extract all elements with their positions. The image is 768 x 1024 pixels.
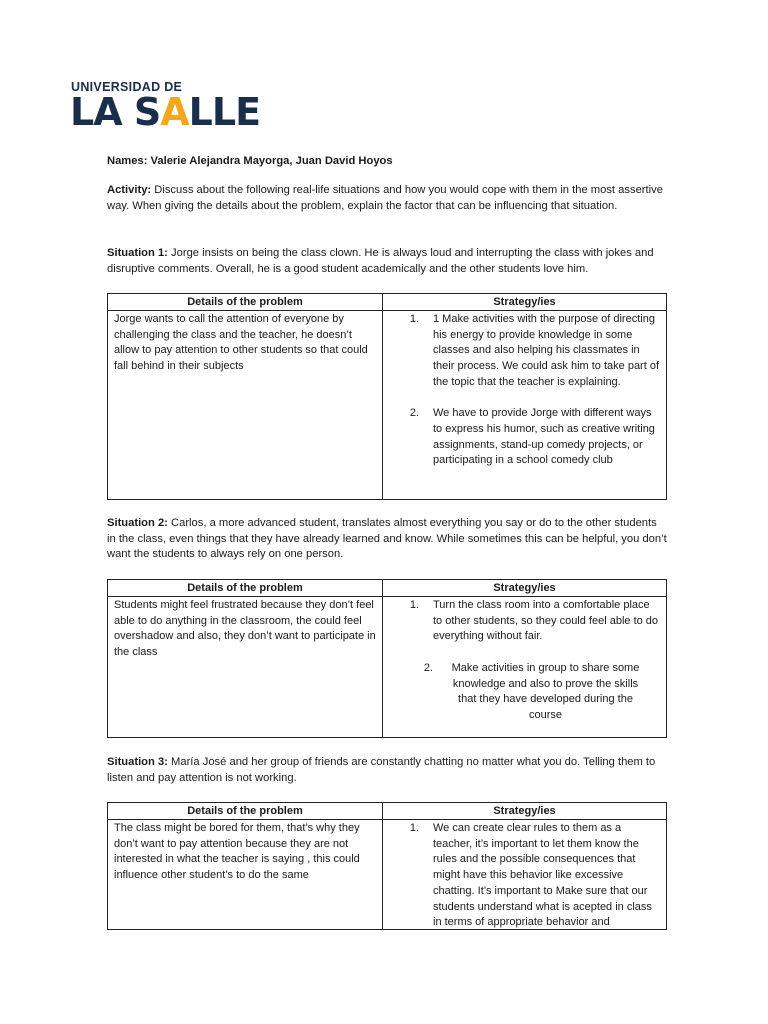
details-header: Details of the problem bbox=[108, 580, 383, 596]
activity-text: Discuss about the following real-life situations and how you would cope with them in the most assertive way. When giving the details about the problem, explain the factor that can be influencing that situation. bbox=[107, 184, 663, 212]
strategy-text: Turn the class room into a comfortable place to other students, so they could feel able to do everything without fair. bbox=[433, 599, 659, 643]
activity-label: Activity: bbox=[107, 184, 152, 196]
strategy-number: 1. bbox=[409, 599, 419, 611]
table-body-row bbox=[108, 597, 666, 738]
strategy-item bbox=[383, 598, 660, 645]
situation-1-paragraph bbox=[107, 246, 667, 277]
strategy-header: Strategy/ies bbox=[493, 296, 556, 308]
details-header: Details of the problem bbox=[108, 294, 383, 310]
situation-3-paragraph bbox=[107, 755, 667, 786]
strategy-text: Make activities in group to share some knowledge and also to prove the skills that they have developed during the course bbox=[451, 661, 640, 721]
table-header-row bbox=[108, 294, 666, 311]
details-cell: Students might feel frustrated because they don’t feel able to do anything in the classroom, the could feel overshadow and also, they don’t want to participate in the class bbox=[108, 597, 383, 738]
strategy-item bbox=[383, 312, 660, 391]
situation-1-label: Situation 1: bbox=[107, 247, 168, 259]
situation-2-label: Situation 2: bbox=[107, 517, 168, 529]
situation-1-text: Jorge insists on being the class clown. He is always loud and interrupting the class with jokes and disruptive comments. Overall, he is a good student academically and the other students love him. bbox=[107, 247, 654, 275]
university-logo bbox=[70, 80, 260, 136]
activity-paragraph bbox=[107, 183, 667, 214]
details-cell: Jorge wants to call the attention of everyone by challenging the class and the teacher, he doesn’t allow to pay attention to other students so that could fall behind in their subjects bbox=[108, 311, 383, 500]
strategy-text: 1 Make activities with the purpose of directing his energy to provide knowledge in some classes and also helping his classmates in their process. We could ask him to take part of the topic that the teacher is explaining. bbox=[433, 313, 660, 388]
strategy-item bbox=[383, 821, 660, 930]
situation-3-label: Situation 3: bbox=[107, 756, 168, 768]
situation-2-table bbox=[107, 579, 667, 738]
strategy-cell bbox=[383, 311, 666, 500]
strategy-number: 1. bbox=[409, 822, 419, 834]
strategy-text: We have to provide Jorge with different ways to express his humor, such as creative writing assignments, stand-up comedy projects, or participating in a school comedy club bbox=[433, 407, 655, 467]
situation-2-paragraph bbox=[107, 516, 667, 563]
strategy-number: 2. bbox=[423, 661, 433, 674]
table-header-row bbox=[108, 803, 666, 820]
logo-wordmark bbox=[70, 90, 260, 134]
logo-accent-letter: A bbox=[160, 90, 189, 134]
details-header: Details of the problem bbox=[108, 803, 383, 819]
table-header-row bbox=[108, 580, 666, 597]
strategy-number: 1. bbox=[409, 313, 419, 325]
table-body-row bbox=[108, 820, 666, 930]
strategy-number: 2. bbox=[409, 407, 419, 420]
situation-3-text: María José and her group of friends are constantly chatting no matter what you do. Telling them to listen and pay attention is not working. bbox=[107, 756, 656, 784]
table-body-row bbox=[108, 311, 666, 500]
situation-2-text: Carlos, a more advanced student, translates almost everything you say or do to the other students in the class, even things that they have already learned and know. While sometimes this can be helpful, you don’t want the students to always rely on one person. bbox=[107, 517, 667, 561]
student-names: Names: Valerie Alejandra Mayorga, Juan David Hoyos bbox=[107, 155, 393, 167]
strategy-item bbox=[383, 406, 660, 469]
details-cell: The class might be bored for them, that’s why they don’t want to pay attention because they are not interested in what the teacher is saying , this could influence other student’s to do the same bbox=[108, 820, 383, 930]
logo-top-line: UNIVERSIDAD DE bbox=[71, 80, 183, 94]
situation-1-table bbox=[107, 293, 667, 500]
strategy-item bbox=[383, 661, 660, 724]
logo-part-b: LLE bbox=[188, 90, 261, 134]
strategy-header: Strategy/ies bbox=[493, 805, 556, 817]
strategy-header: Strategy/ies bbox=[493, 582, 556, 594]
situation-3-table bbox=[107, 802, 667, 930]
logo-part-a: LA S bbox=[70, 90, 161, 134]
strategy-cell bbox=[383, 820, 666, 930]
strategy-text: We can create clear rules to them as a teacher, it’s important to let them know the rules and the possible consequences that might have this behavior like excessive chatting. It’s important to Make sure that our students understand what is acepted in class in terms of appropriate behavior and bbox=[433, 822, 652, 929]
strategy-cell bbox=[383, 597, 666, 738]
